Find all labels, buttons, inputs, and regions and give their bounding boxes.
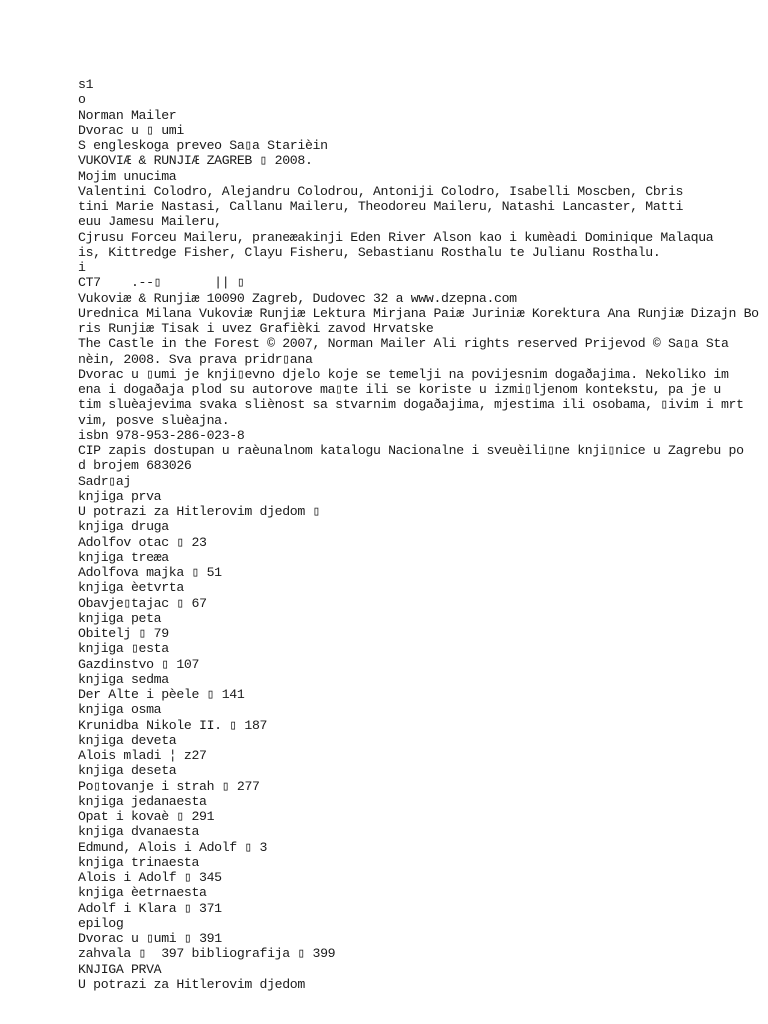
text-line: Krunidba Nikole II. ▯ 187: [78, 717, 268, 733]
text-line: d brojem 683026: [78, 458, 192, 474]
text-line: Cjrusu Forceu Maileru, praneæakinji Eden River Alson kao i kumèadi Dominique Malaqua: [78, 229, 714, 245]
text-line: zahvala ▯ 397 bibliografija ▯ 399: [78, 946, 336, 962]
text-line: knjiga trinaesta: [78, 854, 200, 870]
text-line: VUKOVIÆ & RUNJIÆ ZAGREB ▯ 2008.: [78, 153, 313, 169]
text-line: epilog: [78, 915, 124, 931]
text-line: Sadr▯aj: [78, 473, 131, 489]
text-line: is, Kittredge Fisher, Clayu Fisheru, Sebastianu Rosthalu te Julianu Rosthalu.: [78, 244, 661, 260]
text-line: knjiga ▯esta: [78, 641, 169, 657]
text-line: Obavje▯tajac ▯ 67: [78, 595, 207, 611]
text-line: s1: [78, 77, 94, 92]
text-line: knjiga osma: [78, 702, 162, 718]
text-line: Opat i kovaè ▯ 291: [78, 809, 215, 824]
text-line: CIP zapis dostupan u raèunalnom katalogu Nacionalne i sveuèili▯ne knji▯nice u Zagrebu po: [78, 443, 744, 458]
text-line: Alois mladi ¦ z27: [78, 748, 207, 763]
text-line: knjiga peta: [78, 610, 162, 626]
text-line: vim, posve sluèajna.: [78, 412, 230, 428]
text-line: The Castle in the Forest © 2007, Norman Mailer Ali rights reserved Prijevod © Sa▯a Sta: [78, 336, 729, 352]
text-line: tim sluèajevima svaka sliènost sa stvarnim dogaðajima, mjestima ili osobama, ▯ivim i mrt: [78, 397, 744, 413]
text-line: Dvorac u ▯umi ▯ 391: [78, 931, 222, 946]
text-line: Vukoviæ & Runjiæ 10090 Zagreb, Dudovec 32 a www.dzepna.com: [78, 290, 517, 306]
text-line: Der Alte i pèele ▯ 141: [78, 687, 245, 702]
text-line: knjiga treæa: [78, 549, 169, 565]
text-line: Alois i Adolf ▯ 345: [78, 870, 222, 885]
text-line: o: [78, 92, 86, 108]
text-line: Po▯tovanje i strah ▯ 277: [78, 778, 260, 794]
text-line: i: [78, 260, 86, 275]
text-line: ris Runjiæ Tisak i uvez Grafièki zavod Hrvatske: [78, 321, 434, 336]
text-line: CT7 .--▯ || ▯: [78, 275, 245, 291]
text-line: U potrazi za Hitlerovim djedom ▯: [78, 504, 321, 519]
text-line: Mojim unucima: [78, 168, 177, 184]
text-line: Gazdinstvo ▯ 107: [78, 656, 200, 672]
text-line: Adolfova majka ▯ 51: [78, 565, 222, 580]
text-line: knjiga èetrnaesta: [78, 885, 207, 901]
text-line: knjiga jedanaesta: [78, 793, 207, 809]
text-line: Valentini Colodro, Alejandru Colodrou, Antoniji Colodro, Isabelli Moscben, Cbris: [78, 183, 684, 199]
text-line: Norman Mailer: [78, 107, 177, 123]
text-line: knjiga prva: [78, 488, 162, 504]
text-line: Urednica Milana Vukoviæ Runjiæ Lektura Mirjana Paiæ Juriniæ Korektura Ana Runjiæ Dizajn Bo: [78, 305, 759, 321]
text-line: knjiga deseta: [78, 763, 177, 779]
text-line: knjiga sedma: [78, 671, 169, 687]
text-line: knjiga druga: [78, 519, 169, 535]
text-line: nèin, 2008. Sva prava pridr▯ana: [78, 351, 313, 367]
text-line: KNJIGA PRVA: [78, 961, 162, 977]
text-line: isbn 978-953-286-023-8: [78, 427, 245, 443]
text-line: ena i dogaðaja plod su autorove ma▯te ili se koriste u izmi▯ljenom kontekstu, pa je u: [78, 382, 721, 397]
text-line: U potrazi za Hitlerovim djedom: [78, 976, 305, 992]
text-line: S engleskoga preveo Sa▯a Starièin: [78, 138, 328, 153]
text-line: Obitelj ▯ 79: [78, 626, 169, 641]
text-line: knjiga deveta: [78, 732, 177, 748]
text-line: Adolfov otac ▯ 23: [78, 534, 207, 550]
text-line: Edmund, Alois i Adolf ▯ 3: [78, 839, 268, 855]
text-line: knjiga dvanaesta: [78, 824, 200, 840]
document-text-page: [78, 77, 768, 992]
text-line: Dvorac u ▯ umi: [78, 122, 184, 138]
text-line: euu Jamesu Maileru,: [78, 214, 222, 230]
text-line: tini Marie Nastasi, Callanu Maileru, Theodoreu Maileru, Natashi Lancaster, Matti: [78, 199, 684, 214]
text-line: Dvorac u ▯umi je knji▯evno djelo koje se temelji na povijesnim dogaðajima. Nekoliko im: [78, 366, 729, 382]
text-line: Adolf i Klara ▯ 371: [78, 900, 222, 916]
text-line: knjiga èetvrta: [78, 580, 184, 596]
